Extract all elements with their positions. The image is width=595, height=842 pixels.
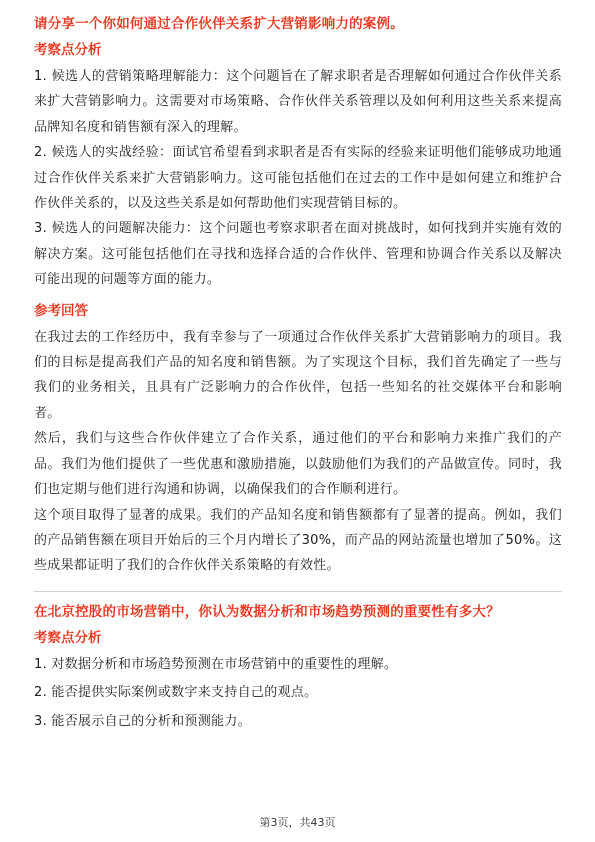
q1-answer-paragraph-3: 这个项目取得了显著的成果。我们的产品知名度和销售额都有了显著的提高。例如，我们的产品销售额在项目开始后的三个月内增长了30%，而产品的网站流量也增加了50%。这些成果都证明了我们的合作伙伴关系策略的有效性。 xyxy=(34,507,562,574)
q2-analysis-point-2: 2. 能否提供实际案例或数字来支持自己的观点。 xyxy=(34,685,318,701)
q1-analysis-point-1: 1. 候选人的营销策略理解能力：这个问题旨在了解求职者是否理解如何通过合作伙伴关系来扩大营销影响力。这需要对市场策略、合作伙伴关系管理以及如何利用这些关系来提高品牌知名度和销售额有深入的理解。 xyxy=(34,69,562,135)
q1-answer-heading: 参考回答 xyxy=(34,302,88,319)
q2-analysis-point-3: 3. 能否展示自己的分析和预测能力。 xyxy=(34,713,251,729)
question-1-title: 请分享一个你如何通过合作伙伴关系扩大营销影响力的案例。 xyxy=(34,16,404,32)
q2-analysis-heading: 考察点分析 xyxy=(34,629,102,646)
q1-analysis-point-3: 3. 候选人的问题解决能力：这个问题也考察求职者在面对挑战时，如何找到并实施有效的解决方案。这可能包括他们在寻找和选择合适的合作伙伴、管理和协调合作关系以及解决可能出现的问题等方面的能力。 xyxy=(34,221,562,288)
page-number-footer: 第3页，共43页 xyxy=(259,816,336,829)
document-page xyxy=(34,14,562,737)
q1-analysis-heading: 考察点分析 xyxy=(34,42,102,58)
q1-answer-paragraph-1: 在我过去的工作经历中，我有幸参与了一项通过合作伙伴关系扩大营销影响力的项目。我们的目标是提高我们产品的知名度和销售额。为了实现这个目标，我们首先确定了一些与我们的业务相关，且具有广泛影响力的合作伙伴，包括一些知名的社交媒体平台和影响者。 xyxy=(34,329,562,421)
q2-analysis-point-1: 1. 对数据分析和市场趋势预测在市场营销中的重要性的理解。 xyxy=(34,656,398,672)
q1-analysis-point-2: 2. 候选人的实战经验：面试官希望看到求职者是否有实际的经验来证明他们能够成功地通过合作伙伴关系来扩大营销影响力。这可能包括他们在过去的工作中是如何建立和维护合作伙伴关系的，以及这些关系是如何帮助他们实现营销目标的。 xyxy=(34,145,562,212)
section-divider xyxy=(34,591,562,592)
question-2-title: 在北京控股的市场营销中，你认为数据分析和市场趋势预测的重要性有多大？ xyxy=(34,603,500,620)
q1-answer-paragraph-2: 然后，我们与这些合作伙伴建立了合作关系，通过他们的平台和影响力来推广我们的产品。我们为他们提供了一些优惠和激励措施，以鼓励他们为我们的产品做宣传。同时，我们也定期与他们进行沟通和协调，以确保我们的合作顺利进行。 xyxy=(34,431,562,498)
